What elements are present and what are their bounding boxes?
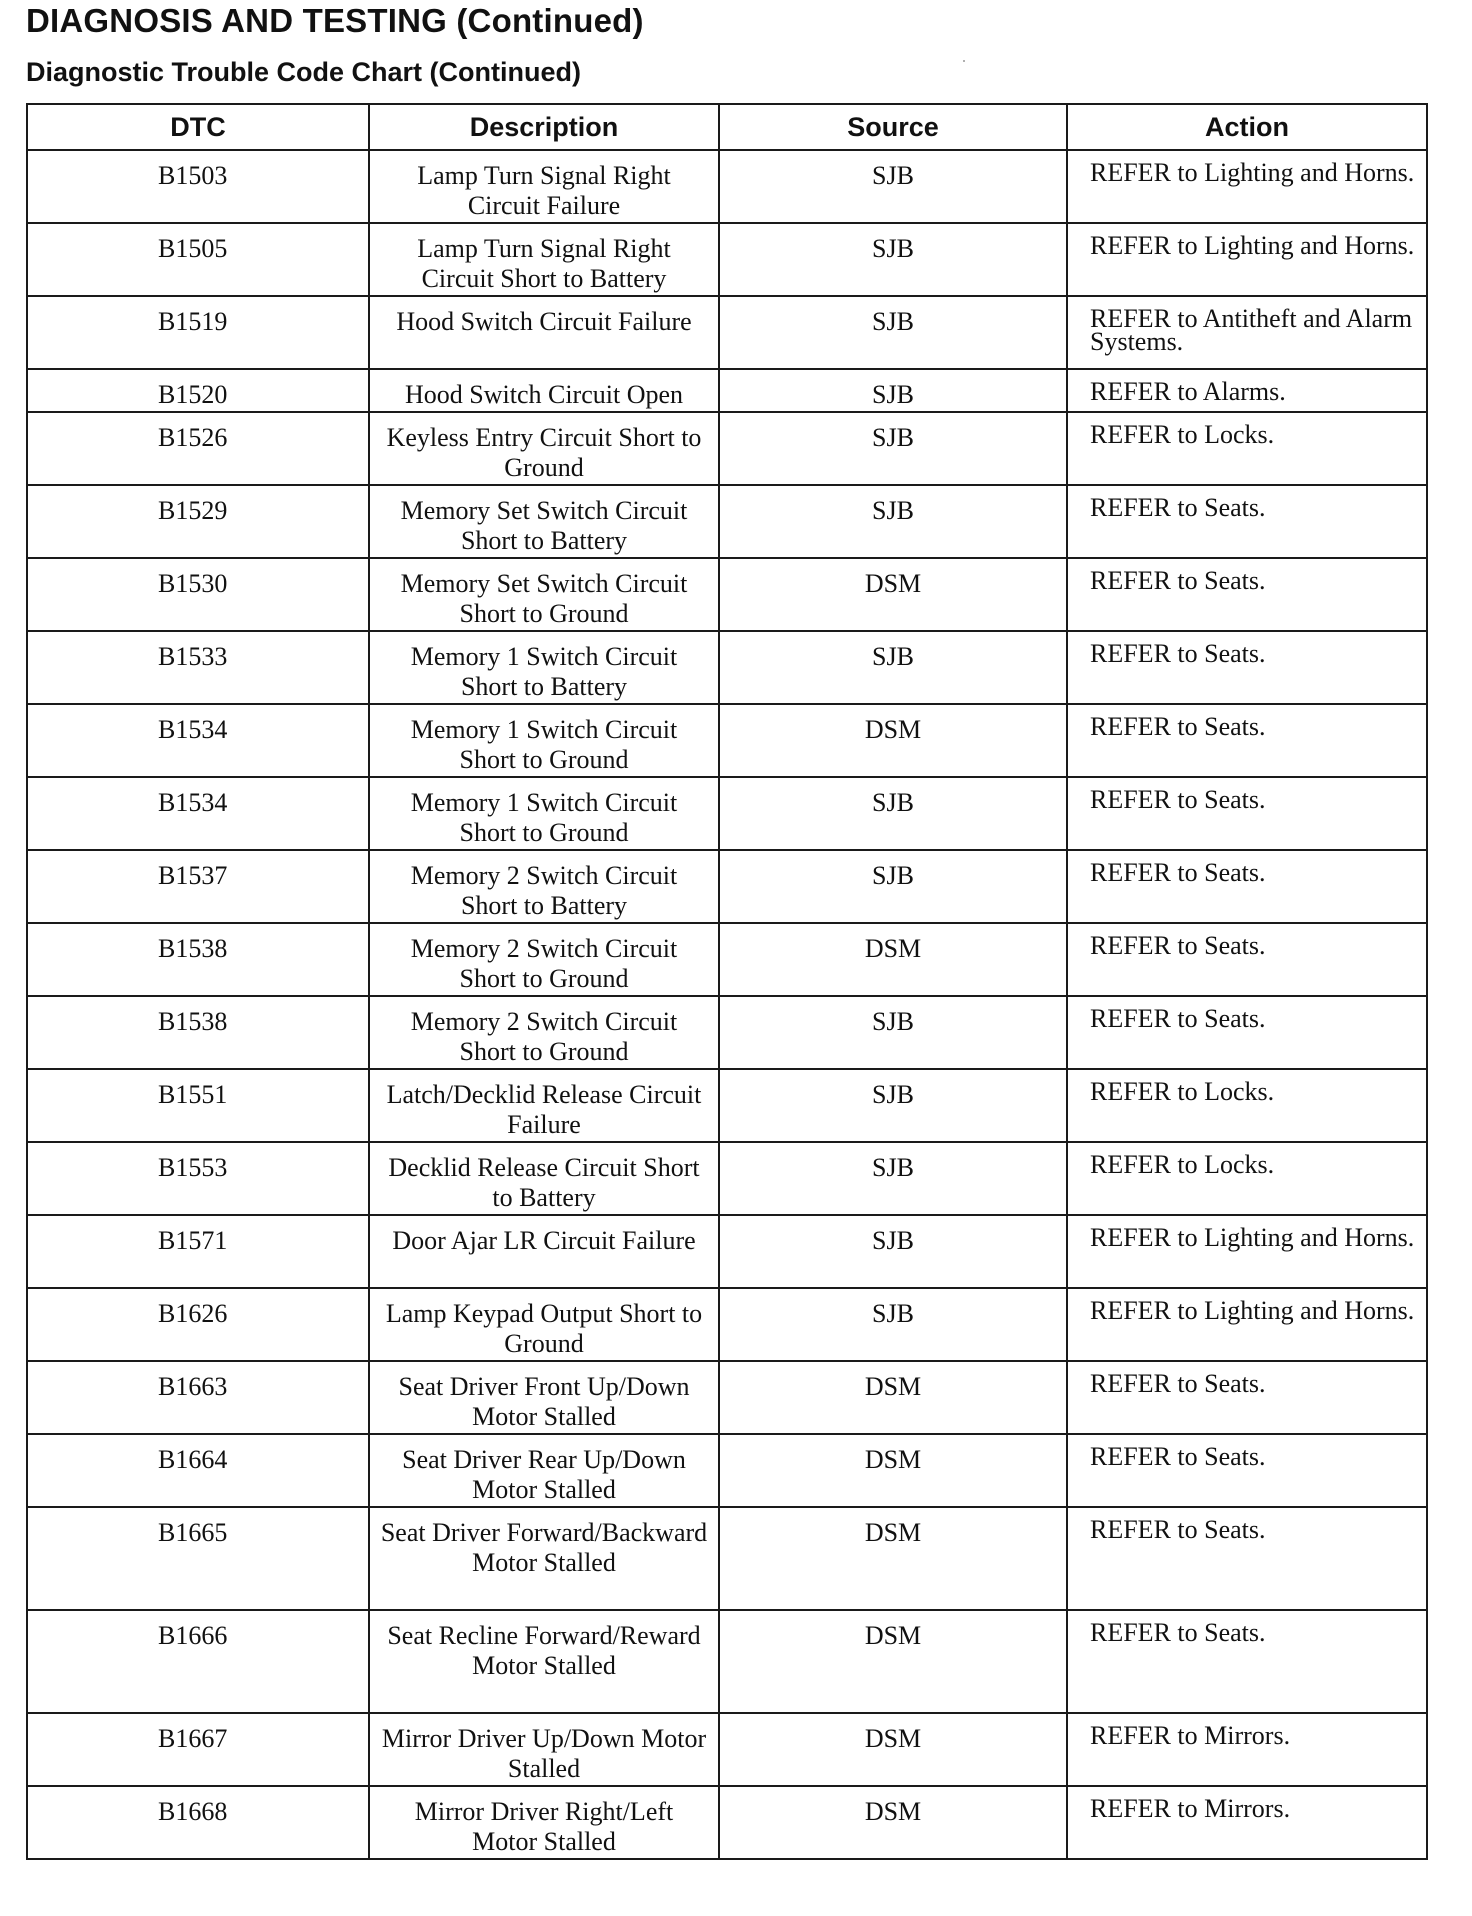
table-row [27, 485, 1427, 558]
source-cell: SJB [719, 412, 1067, 485]
table-header-row [27, 104, 1427, 150]
action-cell: REFER to Seats. [1067, 1361, 1427, 1434]
section-title: Diagnostic Trouble Code Chart (Continued) [26, 57, 581, 87]
action-cell: REFER to Seats. [1067, 1434, 1427, 1507]
description-cell: Memory Set Switch Circuit Short to Ground [369, 558, 719, 631]
description-cell: Seat Driver Rear Up/Down Motor Stalled [369, 1434, 719, 1507]
source-cell: DSM [719, 1786, 1067, 1859]
table-row [27, 1288, 1427, 1361]
dtc-cell: B1553 [27, 1142, 369, 1215]
table-row [27, 1786, 1427, 1859]
dtc-cell: B1503 [27, 150, 369, 223]
action-cell: REFER to Locks. [1067, 1142, 1427, 1215]
action-cell: REFER to Seats. [1067, 1610, 1427, 1713]
dtc-cell: B1551 [27, 1069, 369, 1142]
source-cell: SJB [719, 1142, 1067, 1215]
source-cell: DSM [719, 558, 1067, 631]
column-header-description: Description [369, 104, 719, 150]
table-row [27, 1610, 1427, 1713]
dtc-cell: B1534 [27, 704, 369, 777]
column-header-dtc: DTC [27, 104, 369, 150]
source-cell: DSM [719, 923, 1067, 996]
source-cell: SJB [719, 1288, 1067, 1361]
description-cell: Memory 1 Switch Circuit Short to Ground [369, 777, 719, 850]
dtc-cell: B1530 [27, 558, 369, 631]
table-row [27, 1713, 1427, 1786]
dtc-cell: B1571 [27, 1215, 369, 1288]
description-cell: Memory 1 Switch Circuit Short to Ground [369, 704, 719, 777]
table-row [27, 150, 1427, 223]
source-cell: DSM [719, 1434, 1067, 1507]
description-cell: Seat Driver Forward/Backward Motor Stalled [369, 1507, 719, 1610]
action-cell: REFER to Lighting and Horns. [1067, 150, 1427, 223]
dtc-cell: B1529 [27, 485, 369, 558]
description-cell: Hood Switch Circuit Open [369, 369, 719, 412]
source-cell: DSM [719, 1507, 1067, 1610]
table-row [27, 996, 1427, 1069]
action-cell: REFER to Locks. [1067, 1069, 1427, 1142]
source-cell: SJB [719, 1215, 1067, 1288]
description-cell: Memory 1 Switch Circuit Short to Battery [369, 631, 719, 704]
table-row [27, 1215, 1427, 1288]
action-cell: REFER to Seats. [1067, 996, 1427, 1069]
action-cell: REFER to Lighting and Horns. [1067, 223, 1427, 296]
description-cell: Door Ajar LR Circuit Failure [369, 1215, 719, 1288]
description-cell: Latch/Decklid Release Circuit Failure [369, 1069, 719, 1142]
dtc-cell: B1666 [27, 1610, 369, 1713]
action-cell: REFER to Seats. [1067, 1507, 1427, 1610]
description-cell: Memory 2 Switch Circuit Short to Ground [369, 923, 719, 996]
table-row [27, 850, 1427, 923]
table-row [27, 223, 1427, 296]
source-cell: SJB [719, 485, 1067, 558]
page-title: DIAGNOSIS AND TESTING (Continued) [26, 2, 644, 39]
description-cell: Memory 2 Switch Circuit Short to Battery [369, 850, 719, 923]
source-cell: SJB [719, 1069, 1067, 1142]
table-row [27, 1069, 1427, 1142]
table-row [27, 369, 1427, 412]
table-row [27, 1142, 1427, 1215]
source-cell: SJB [719, 223, 1067, 296]
action-cell: REFER to Locks. [1067, 412, 1427, 485]
source-cell: SJB [719, 996, 1067, 1069]
source-cell: SJB [719, 296, 1067, 369]
column-header-source: Source [719, 104, 1067, 150]
description-cell: Lamp Keypad Output Short to Ground [369, 1288, 719, 1361]
column-header-action: Action [1067, 104, 1427, 150]
table-row [27, 412, 1427, 485]
description-cell: Decklid Release Circuit Short to Battery [369, 1142, 719, 1215]
table-row [27, 777, 1427, 850]
table-row [27, 1361, 1427, 1434]
source-cell: DSM [719, 1610, 1067, 1713]
source-cell: SJB [719, 369, 1067, 412]
dtc-cell: B1520 [27, 369, 369, 412]
dtc-cell: B1663 [27, 1361, 369, 1434]
action-cell: REFER to Seats. [1067, 777, 1427, 850]
dtc-cell: B1665 [27, 1507, 369, 1610]
description-cell: Memory Set Switch Circuit Short to Battery [369, 485, 719, 558]
dtc-cell: B1626 [27, 1288, 369, 1361]
description-cell: Seat Recline Forward/Reward Motor Stalled [369, 1610, 719, 1713]
table-row [27, 631, 1427, 704]
description-cell: Memory 2 Switch Circuit Short to Ground [369, 996, 719, 1069]
source-cell: SJB [719, 150, 1067, 223]
description-cell: Mirror Driver Up/Down Motor Stalled [369, 1713, 719, 1786]
dtc-cell: B1526 [27, 412, 369, 485]
description-cell: Lamp Turn Signal Right Circuit Failure [369, 150, 719, 223]
dtc-cell: B1667 [27, 1713, 369, 1786]
action-cell: REFER to Lighting and Horns. [1067, 1288, 1427, 1361]
dtc-cell: B1668 [27, 1786, 369, 1859]
dtc-cell: B1538 [27, 996, 369, 1069]
action-cell: REFER to Alarms. [1067, 369, 1427, 412]
table-row [27, 1434, 1427, 1507]
dtc-cell: B1533 [27, 631, 369, 704]
description-cell: Mirror Driver Right/Left Motor Stalled [369, 1786, 719, 1859]
action-cell: REFER to Mirrors. [1067, 1713, 1427, 1786]
action-cell: REFER to Mirrors. [1067, 1786, 1427, 1859]
table-row [27, 296, 1427, 369]
source-cell: DSM [719, 704, 1067, 777]
table-row [27, 923, 1427, 996]
source-cell: SJB [719, 850, 1067, 923]
source-cell: SJB [719, 631, 1067, 704]
dtc-cell: B1664 [27, 1434, 369, 1507]
description-cell: Seat Driver Front Up/Down Motor Stalled [369, 1361, 719, 1434]
dtc-cell: B1538 [27, 923, 369, 996]
action-cell: REFER to Seats. [1067, 704, 1427, 777]
dtc-cell: B1505 [27, 223, 369, 296]
dtc-cell: B1519 [27, 296, 369, 369]
table-row [27, 704, 1427, 777]
action-cell: REFER to Seats. [1067, 923, 1427, 996]
action-cell: REFER to Antitheft and Alarm Systems. [1067, 296, 1427, 369]
action-cell: REFER to Seats. [1067, 631, 1427, 704]
table-row [27, 1507, 1427, 1610]
table-row [27, 558, 1427, 631]
action-cell: REFER to Seats. [1067, 850, 1427, 923]
source-cell: DSM [719, 1361, 1067, 1434]
dtc-cell: B1534 [27, 777, 369, 850]
source-cell: DSM [719, 1713, 1067, 1786]
scan-speck [963, 60, 965, 62]
description-cell: Hood Switch Circuit Failure [369, 296, 719, 369]
action-cell: REFER to Seats. [1067, 558, 1427, 631]
description-cell: Keyless Entry Circuit Short to Ground [369, 412, 719, 485]
description-cell: Lamp Turn Signal Right Circuit Short to Battery [369, 223, 719, 296]
action-cell: REFER to Lighting and Horns. [1067, 1215, 1427, 1288]
source-cell: SJB [719, 777, 1067, 850]
dtc-cell: B1537 [27, 850, 369, 923]
action-cell: REFER to Seats. [1067, 485, 1427, 558]
dtc-table [26, 103, 1428, 1860]
